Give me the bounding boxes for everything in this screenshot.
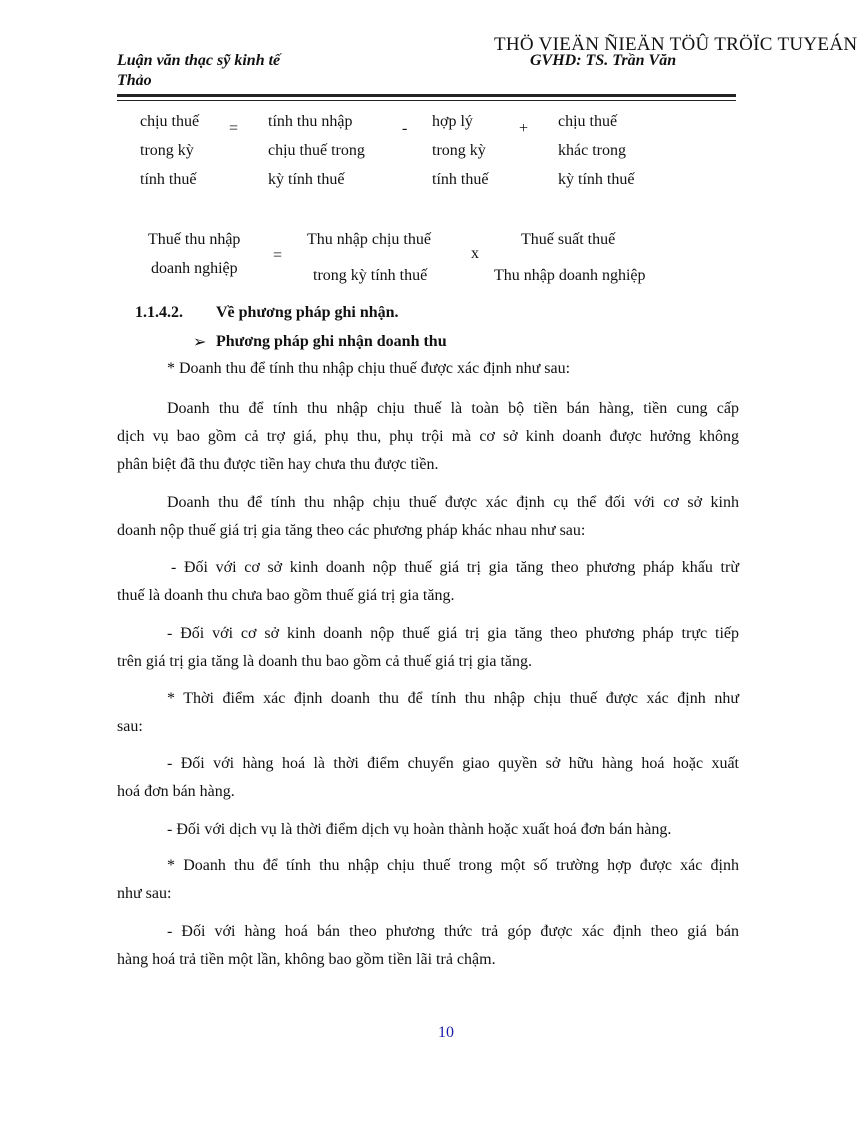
paragraph-line: [117, 395, 739, 423]
formula1-col1-line: tính thuế: [140, 171, 197, 188]
formula1-col2-line: kỳ tính thuế: [268, 171, 345, 188]
paragraph-deduction-method: [117, 554, 739, 610]
header-rule-thick: [117, 94, 736, 97]
paragraph-line: * Thời điểm xác định doanh thu để tính thu nhập chịu thuế được xác định như: [167, 690, 739, 707]
formula1-col1-line: chịu thuế: [140, 113, 200, 130]
paragraph-line: * Doanh thu để tính thu nhập chịu thuế trong một số trường hợp được xác định: [167, 857, 739, 874]
paragraph-goods-timing: [117, 750, 739, 806]
formula1-col3: [432, 107, 512, 194]
formula1-col1-line: trong kỳ: [140, 142, 194, 159]
paragraph-revenue-intro: * Doanh thu để tính thu nhập chịu thuế được xác định như sau:: [167, 360, 571, 377]
paragraph-line: - Đối với cơ sở kinh doanh nộp thuế giá trị gia tăng theo phương pháp trực tiếp: [167, 625, 739, 642]
paragraph-line: - Đối với hàng hoá bán theo phương thức trả góp được xác định theo giá bán: [167, 923, 739, 940]
paragraph-line: sau:: [117, 718, 143, 735]
formula1-plus: +: [519, 120, 529, 137]
paragraph-line: như sau:: [117, 885, 172, 902]
paragraph-revenue-methods: [117, 489, 739, 545]
line-text: Doanh thu để tính thu nhập chịu thuế là toàn bộ tiền bán hàng, tiền cung cấp: [167, 400, 739, 417]
page-number: 10: [438, 1024, 454, 1041]
paragraph-special-cases: [117, 852, 739, 908]
formula1-col3-line: trong kỳ: [432, 142, 486, 159]
formula2-equals: =: [273, 247, 283, 264]
paragraph-line: thuế là doanh thu chưa bao gồm thuế giá trị gia tăng.: [117, 587, 455, 604]
paragraph-direct-method: [117, 620, 739, 676]
formula1-col4-line: chịu thuế: [558, 113, 618, 130]
formula2-mid-line1: Thu nhập chịu thuế: [307, 231, 431, 248]
formula1-col4-line: kỳ tính thuế: [558, 171, 635, 188]
formula1-col2: [268, 107, 392, 194]
formula1-col4-line: khác trong: [558, 142, 626, 159]
paragraph-line: - Đối với dịch vụ là thời điểm dịch vụ hoàn thành hoặc xuất hoá đơn bán hàng.: [167, 821, 672, 838]
paragraph-revenue-definition: [117, 395, 739, 479]
formula1-minus: -: [402, 120, 408, 137]
paragraph-line: phân biệt đã thu được tiền hay chưa thu được tiền.: [117, 456, 439, 473]
formula1-col4: [558, 107, 658, 194]
formula2-rhs-line1: Thuế suất thuế: [521, 231, 616, 248]
header-supervisor: GVHD: TS. Trần Văn: [530, 52, 677, 69]
bullet-arrow-icon: ➢: [193, 334, 207, 351]
formula2-lhs-line2: doanh nghiệp: [151, 260, 238, 277]
formula1-col3-line: tính thuế: [432, 171, 489, 188]
formula1-col3-line: hợp lý: [432, 113, 473, 130]
formula2-times: x: [471, 245, 479, 262]
paragraph-installment: [117, 918, 739, 974]
header-rule-thin: [117, 100, 736, 101]
subheading: Phương pháp ghi nhận doanh thu: [216, 333, 447, 350]
paragraph-line: - Đối với hàng hoá là thời điểm chuyển giao quyền sở hữu hàng hoá hoặc xuất: [167, 755, 739, 772]
paragraph-line: hoá đơn bán hàng.: [117, 783, 235, 800]
formula1-equals: =: [229, 120, 239, 137]
paragraph-line: trên giá trị gia tăng là doanh thu bao gồm cả thuế giá trị gia tăng.: [117, 653, 532, 670]
paragraph-service-timing: [117, 816, 739, 844]
formula2-rhs-line2: Thu nhập doanh nghiệp: [494, 267, 646, 284]
section-number: 1.1.4.2.: [135, 304, 183, 321]
paragraph-revenue-timing: [117, 685, 739, 741]
formula1-col1: [140, 107, 218, 194]
paragraph-line: doanh nộp thuế giá trị gia tăng theo các phương pháp khác nhau như sau:: [117, 522, 586, 539]
formula1-col2-line: chịu thuế trong: [268, 142, 365, 159]
paragraph-line: Doanh thu để tính thu nhập chịu thuế được xác định cụ thể đối với cơ sở kinh: [167, 494, 739, 511]
formula2-lhs-line1: Thuế thu nhập: [148, 231, 241, 248]
header-site-title: THÖ VIEÄN ÑIEÄN TÖÛ TRÖÏC TUYEÁN: [494, 34, 857, 55]
header-thesis-title: Luận văn thạc sỹ kinh tế: [117, 52, 281, 69]
paragraph-line: - Đối với cơ sở kinh doanh nộp thuế giá trị gia tăng theo phương pháp khấu trừ: [171, 559, 739, 576]
formula1-col2-line: tính thu nhập: [268, 113, 353, 130]
header-thesis-line2: Thảo: [117, 72, 152, 89]
section-title: Về phương pháp ghi nhận.: [216, 304, 399, 321]
formula2-mid-line2: trong kỳ tính thuế: [313, 267, 428, 284]
paragraph-line: hàng hoá trả tiền một lần, không bao gồm tiền lãi trả chậm.: [117, 951, 496, 968]
paragraph-line: dịch vụ bao gồm cả trợ giá, phụ thu, phụ trội mà cơ sở kinh doanh được hưởng không: [117, 428, 739, 445]
